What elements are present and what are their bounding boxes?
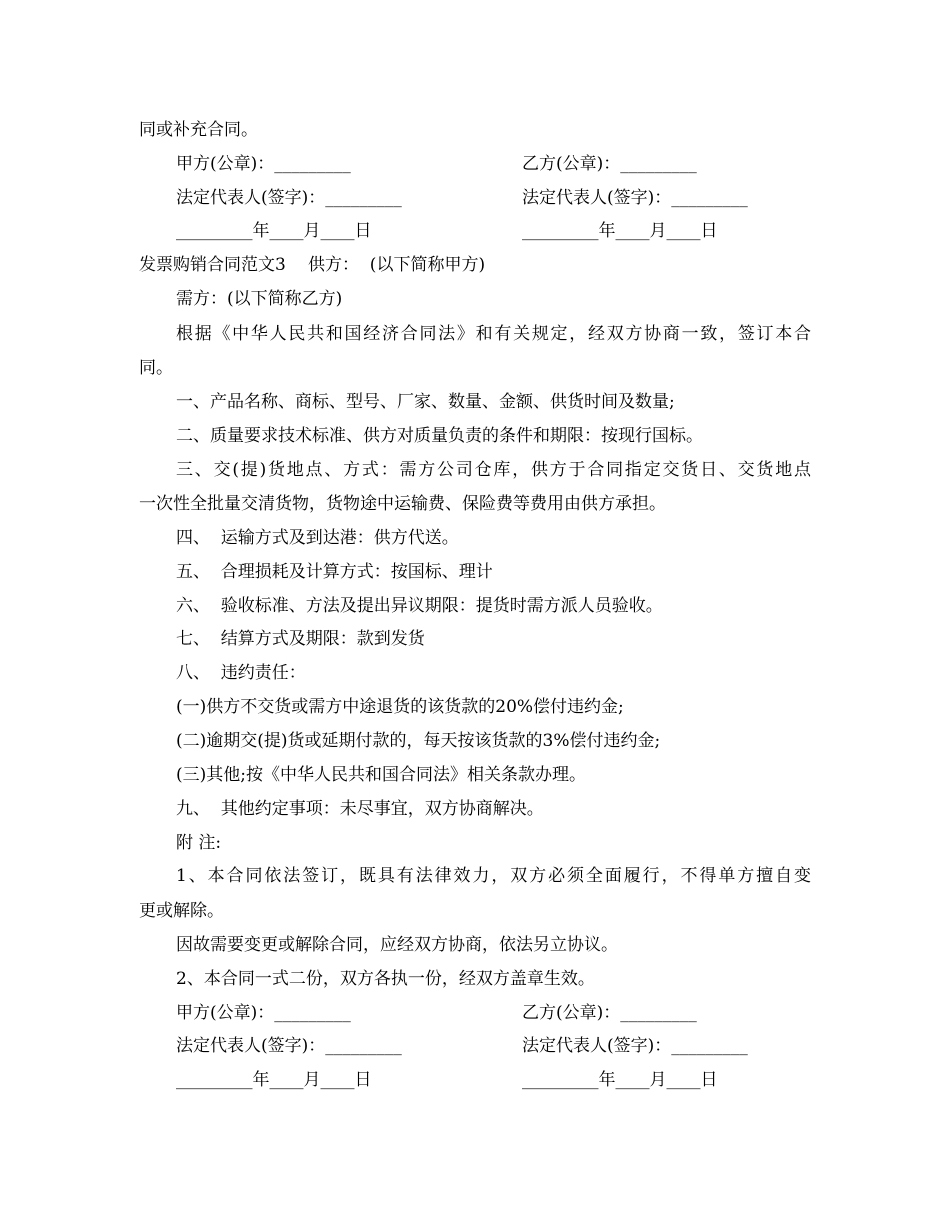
clause-3-continued: 一次性全批量交清货物，货物途中运输费、保险费等费用由供方承担。 — [139, 494, 666, 514]
note-1-continued: 更或解除。 — [139, 901, 224, 921]
party-a-seal: 甲方(公章)：_________ — [176, 154, 351, 174]
clause-7: 七、 结算方式及期限：款到发货 — [176, 629, 425, 649]
clause-1: 一、产品名称、商标、型号、厂家、数量、金额、供货时间及数量; — [176, 392, 675, 412]
clause-8-item-1: (一)供方不交货或需方中途退货的该货款的20%偿付违约金; — [176, 697, 624, 717]
party-a-seal: 甲方(公章)：_________ — [176, 1003, 351, 1023]
intro-paragraph: 根据《中华人民共和国经济合同法》和有关规定，经双方协商一致，签订本合 — [176, 324, 811, 344]
buyer-line: 需方：(以下简称乙方) — [176, 289, 343, 309]
note-1: 1、本合同依法签订，既具有法律效力，双方必须全面履行，不得单方擅自变 — [176, 866, 811, 886]
clause-8-item-2: (二)逾期交(提)货或延期付款的，每天按该货款的3%偿付违约金; — [176, 731, 661, 751]
continued-text: 同或补充合同。 — [139, 120, 258, 140]
clause-6: 六、 验收标准、方法及提出异议期限：提货时需方派人员验收。 — [176, 596, 663, 616]
section-title: 发票购销合同范文3 — [139, 255, 286, 275]
party-a-representative: 法定代表人(签字)：_________ — [176, 188, 402, 208]
clause-8: 八、 违约责任： — [176, 663, 306, 683]
clause-4: 四、 运输方式及到达港：供方代送。 — [176, 528, 459, 548]
party-a-date: _________年____月____日 — [176, 1070, 372, 1090]
party-b-seal: 乙方(公章)：_________ — [522, 1003, 697, 1023]
party-b-date: _________年____月____日 — [522, 1070, 718, 1090]
note-1-extra: 因故需要变更或解除合同，应经双方协商，依法另立协议。 — [176, 935, 618, 955]
party-b-representative: 法定代表人(签字)：_________ — [522, 188, 748, 208]
party-b-seal: 乙方(公章)：_________ — [522, 154, 697, 174]
party-a-date: _________年____月____日 — [176, 221, 372, 241]
party-b-representative: 法定代表人(签字)：_________ — [522, 1036, 748, 1056]
intro-paragraph-end: 同。 — [139, 358, 173, 378]
party-a-representative: 法定代表人(签字)：_________ — [176, 1036, 402, 1056]
notes-heading: 附 注: — [176, 833, 222, 853]
party-b-date: _________年____月____日 — [522, 221, 718, 241]
supplier-line: 供方： (以下简称甲方) — [308, 255, 486, 275]
clause-3: 三、交(提)货地点、方式：需方公司仓库，供方于合同指定交货日、交货地点 — [176, 460, 811, 480]
note-2: 2、本合同一式二份，双方各执一份，经双方盖章生效。 — [176, 969, 595, 989]
clause-5: 五、 合理损耗及计算方式：按国标、理计 — [176, 562, 493, 582]
clause-2: 二、质量要求技术标准、供方对质量负责的条件和期限：按现行国标。 — [176, 426, 703, 446]
clause-9: 九、 其他约定事项：未尽事宜，双方协商解决。 — [176, 799, 544, 819]
clause-8-item-3: (三)其他;按《中华人民共和国合同法》相关条款办理。 — [176, 765, 586, 785]
